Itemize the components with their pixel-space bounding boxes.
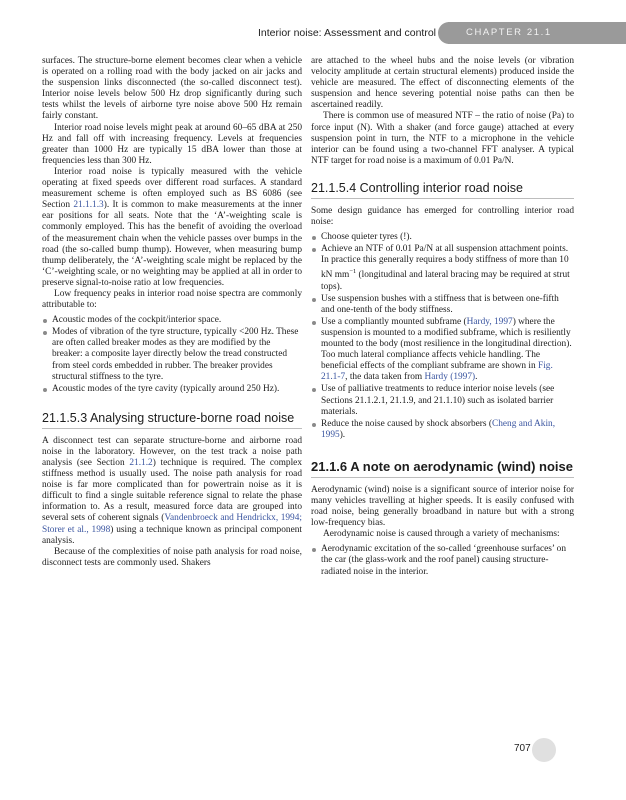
chapter-label: CHAPTER 21.1 bbox=[466, 27, 552, 38]
running-header bbox=[0, 22, 626, 44]
bullet-list bbox=[311, 544, 574, 577]
section-link[interactable]: 21.1.2 bbox=[129, 458, 153, 468]
bullet-icon bbox=[312, 388, 316, 392]
bullet-icon bbox=[43, 388, 47, 392]
right-column bbox=[311, 56, 574, 579]
list-item: Modes of vibration of the tyre structure, typically <200 Hz. These are often called breaker modes as they are modified by the breaker: a composite layer directly below the tread constructed from steel cords embedded in rubber. The breaker provides structural stiffness to the tyre. bbox=[42, 327, 302, 382]
bullet-icon bbox=[43, 319, 47, 323]
list-item: Aerodynamic excitation of the so-called ‘greenhouse surfaces’ on the car (the glass-work and the roof panel) causing structure-radiated noise in the interior. bbox=[311, 544, 574, 577]
bullet-icon bbox=[312, 248, 316, 252]
figure-link[interactable]: Fig. 21.1-7 bbox=[321, 361, 553, 383]
list-item: Acoustic modes of the cockpit/interior space. bbox=[42, 315, 302, 326]
page-marker-circle bbox=[532, 738, 556, 762]
paragraph: Aerodynamic noise is caused through a variety of mechanisms: bbox=[323, 529, 560, 540]
paragraph: Because of the complexities of noise path analysis for road noise, disconnect tests are commonly used. Shakers bbox=[42, 546, 302, 568]
paragraph: surfaces. The structure-borne element becomes clear when a vehicle is operated on a rolling road with the body jacked on air jacks and the suspension links disconnected (the so-called disconnect test). Interior noise levels below 500 Hz drop significantly during such tests whilst the levels of airborne tyre noise above 500 Hz remain fairly constant. bbox=[42, 56, 302, 122]
bullet-icon bbox=[312, 298, 316, 302]
paragraph: Interior road noise levels might peak at around 60–65 dBA at 250 Hz and fall off with increasing frequency. Levels at frequencies greater than 1000 Hz are typically 15 dBA lower than those at frequencies less than 300 Hz. bbox=[42, 122, 302, 166]
section-heading: 21.1.6 A note on aerodynamic (wind) noise bbox=[311, 459, 574, 478]
citation-link[interactable]: Vandenbroeck and Hendrickx, 1994; Storer et al., 1998 bbox=[42, 513, 302, 535]
bullet-icon bbox=[312, 548, 316, 552]
section-link[interactable]: 21.1.1.3 bbox=[73, 200, 104, 211]
citation-link[interactable]: Cheng and Akin, 1995 bbox=[321, 418, 556, 440]
paragraph: A disconnect test can separate structure-borne and airborne road noise in the laboratory. However, on the test track a noise path analysis (see Section 21.1.2) technique is required. The complex stiffness method is usually used. The noise path analysis for road noise is far more complicated than for powertrain noise as it is difficult to find a single suitable reference signal to relate the phase information to. As a result, measured force data are grouped into several sets of coherent signals (Vandenbroeck and Hendrickx, 1994; Storer et al., 1998) using a technique known as principal component analysis. bbox=[42, 435, 303, 546]
section-heading: 21.1.5.4 Controlling interior road noise bbox=[311, 181, 574, 199]
bullet-list bbox=[311, 232, 574, 441]
paragraph: There is common use of measured NTF – the ratio of noise (Pa) to force input (N). With a shaker (and force gauge) attached at every suspension point in turn, the NTF to a microphone in the vehicle interior can be found using a two-channel FFT analyser. A typical NTF target for road noise is a maximum of 0.01 Pa/N. bbox=[311, 111, 574, 166]
bullet-icon bbox=[312, 321, 316, 325]
citation-link[interactable]: Hardy, 1997 bbox=[466, 316, 513, 327]
running-title: Interior noise: Assessment and control bbox=[257, 27, 436, 39]
bullet-icon bbox=[312, 236, 316, 240]
bullet-icon bbox=[43, 331, 47, 335]
paragraph: Some design guidance has emerged for controlling interior road noise: bbox=[311, 205, 574, 228]
list-item: Reduce the noise caused by shock absorbers (Cheng and Akin, 1995). bbox=[311, 419, 574, 441]
section-heading: 21.1.5.3 Analysing structure-borne road noise bbox=[42, 411, 302, 429]
bullet-icon bbox=[312, 423, 316, 427]
list-item: Use of palliative treatments to reduce interior noise levels (see Sections 21.1.2.1, 21.1.9, and 21.1.10) such as isolated barrier materials. bbox=[311, 384, 574, 417]
list-item: Acoustic modes of the tyre cavity (typically around 250 Hz). bbox=[42, 384, 302, 395]
citation-link[interactable]: Hardy (1997) bbox=[424, 372, 476, 383]
paragraph: Aerodynamic (wind) noise is a significant source of interior noise for many vehicles travelling at higher speeds. It is easily confused with road noise, being generally broadband in nature but with a strong low-frequency bias. bbox=[311, 484, 574, 529]
list-item: Choose quieter tyres (!). bbox=[311, 232, 574, 243]
list-item: Achieve an NTF of 0.01 Pa/N at all suspension attachment points. In practice this generally requires a body stiffness of more than 10 kN $mm^{-1}$ (longitudinal and lateral bracing may be required at strut tops). bbox=[311, 244, 574, 292]
paragraph: Low frequency peaks in interior road noise spectra are commonly attributable to: bbox=[42, 288, 302, 311]
list-item: Use a compliantly mounted subframe (Hardy, 1997) where the suspension is mounted to a modified subframe, which is resiliently mounted to the body (most resilience in the longitudinal direction). Too much lateral compliance affects vehicle handling. The beneficial effects of the compliant subframe are shown in Fig. 21.1-7, the data taken from Hardy (1997). bbox=[311, 317, 574, 384]
page-number: 707 bbox=[514, 743, 531, 754]
left-column bbox=[42, 56, 302, 569]
bullet-list bbox=[42, 315, 302, 395]
paragraph: are attached to the wheel hubs and the noise levels (or vibration velocity amplitude at certain structural elements) produced inside the vehicle are measured. The effect of disconnecting elements of the suspension and hence severing potential noise paths can then be ascertained readily. bbox=[311, 56, 574, 111]
list-item: Use suspension bushes with a stiffness that is between one-fifth and one-tenth of the body stiffness. bbox=[311, 294, 574, 316]
paragraph: Interior road noise is typically measured with the vehicle operating at fixed speeds over different road surfaces. A standard measurement scheme is often employed such as BS 6086 (see Section 21.1.1.3). It is common to make measurements at the inner ear positions for all seats. Note that the ‘A’-weighting scale is commonly employed. This has the benefit of avoiding the overload of the measurement chain when the vehicle passes over bumps in the road (the so-called bump thump). However, when measuring bump thump deliberately, the ‘A’-weighting scale might be replaced by the ‘C’-weighting scale, or no weighting may be applied at all in order to preserve signal-to-noise ratio at low frequencies. bbox=[42, 166, 302, 288]
